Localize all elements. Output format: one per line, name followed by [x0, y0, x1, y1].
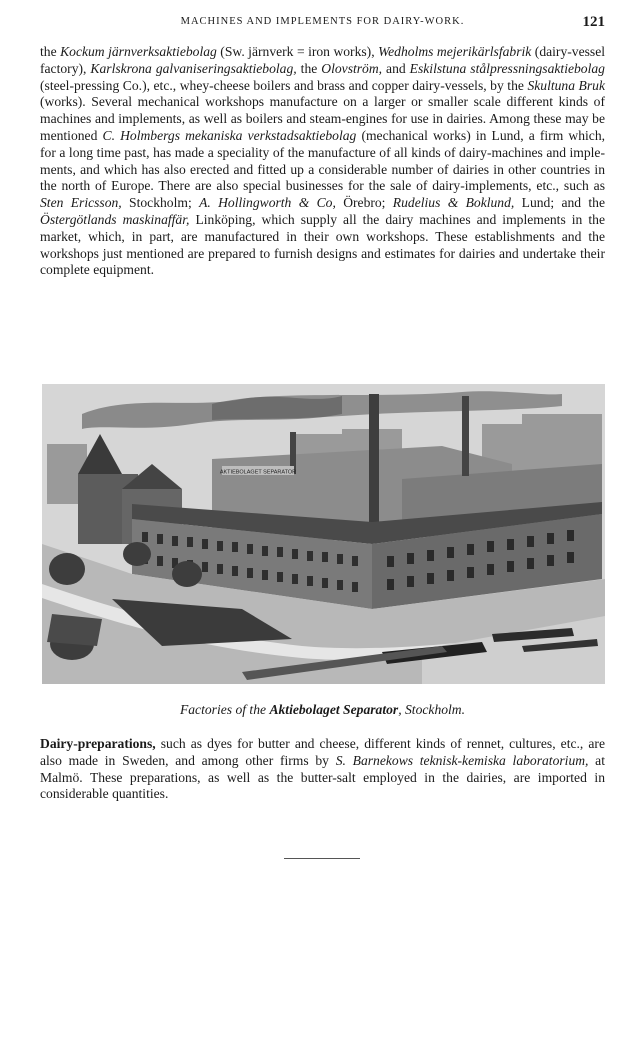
- paragraph-dairy-preparations: Dairy-preparations, such as dyes for butter and cheese, different kinds of rennet, cultures, etc., are also made in Sweden, and among other firms by S. Barnekows teknisk-kemiska laboratorium, at Malmö. These preparations, as well as the butter-salt employed in the dairies, are imported in considerable quantities.: [40, 736, 605, 802]
- running-title: MACHINES AND IMPLEMENTS FOR DAIRY-WORK.: [180, 16, 465, 27]
- factory-illustration: [42, 384, 605, 684]
- figure-caption: Factories of the Aktiebolaget Separator, Stockholm.: [179, 702, 466, 717]
- section-lead-term: Dairy-preparations,: [40, 736, 156, 751]
- section-divider: [284, 858, 360, 859]
- running-header: [40, 14, 605, 32]
- factory-sign: AKTIEBOLAGET SEPARATOR: [219, 469, 297, 476]
- paragraph-manufacturers: the Kockum järnverksaktiebolag (Sw. järnverk = iron works), Wedholms mejerikärlsfabrik (dairy-vessel factory), Karlskrona galvaniseringsaktiebolag, the Olovström, and Eskilstuna stålpressningsaktiebolag (steel-pressing Co.), etc., whey-cheese boilers and brass and copper dairy-vessels, by the Skultuna Bruk (works). Several mechanical workshops manufacture on a larger or smaller scale different kinds of machines and implements, as well as boilers and steam-engines for use in dairies. Among these may be mentioned C. Holmbergs mekaniska verkstadsaktiebolag (mechanical works) in Lund, a firm which, for a long time past, has made a speciality of the manufacture of all kinds of dairy-machines and implements, and which has also erected and fitted up a considerable number of dairies in other countries in the north of Europe. There are also special businesses for the sale of dairy-implements, etc., such as Sten Ericsson, Stockholm; A. Hollingworth & Co, Örebro; Rudelius & Boklund, Lund; and the Östergötlands maskinaffär, Linköping, which supply all the dairy machines and implements in the market, which, in part, are manufactured in their own workshops. These establishments and the workshops just mentioned are prepared to furnish designs and estimates for dairies and undertake their complete equipment.: [40, 44, 606, 278]
- page-number: 121: [582, 14, 605, 30]
